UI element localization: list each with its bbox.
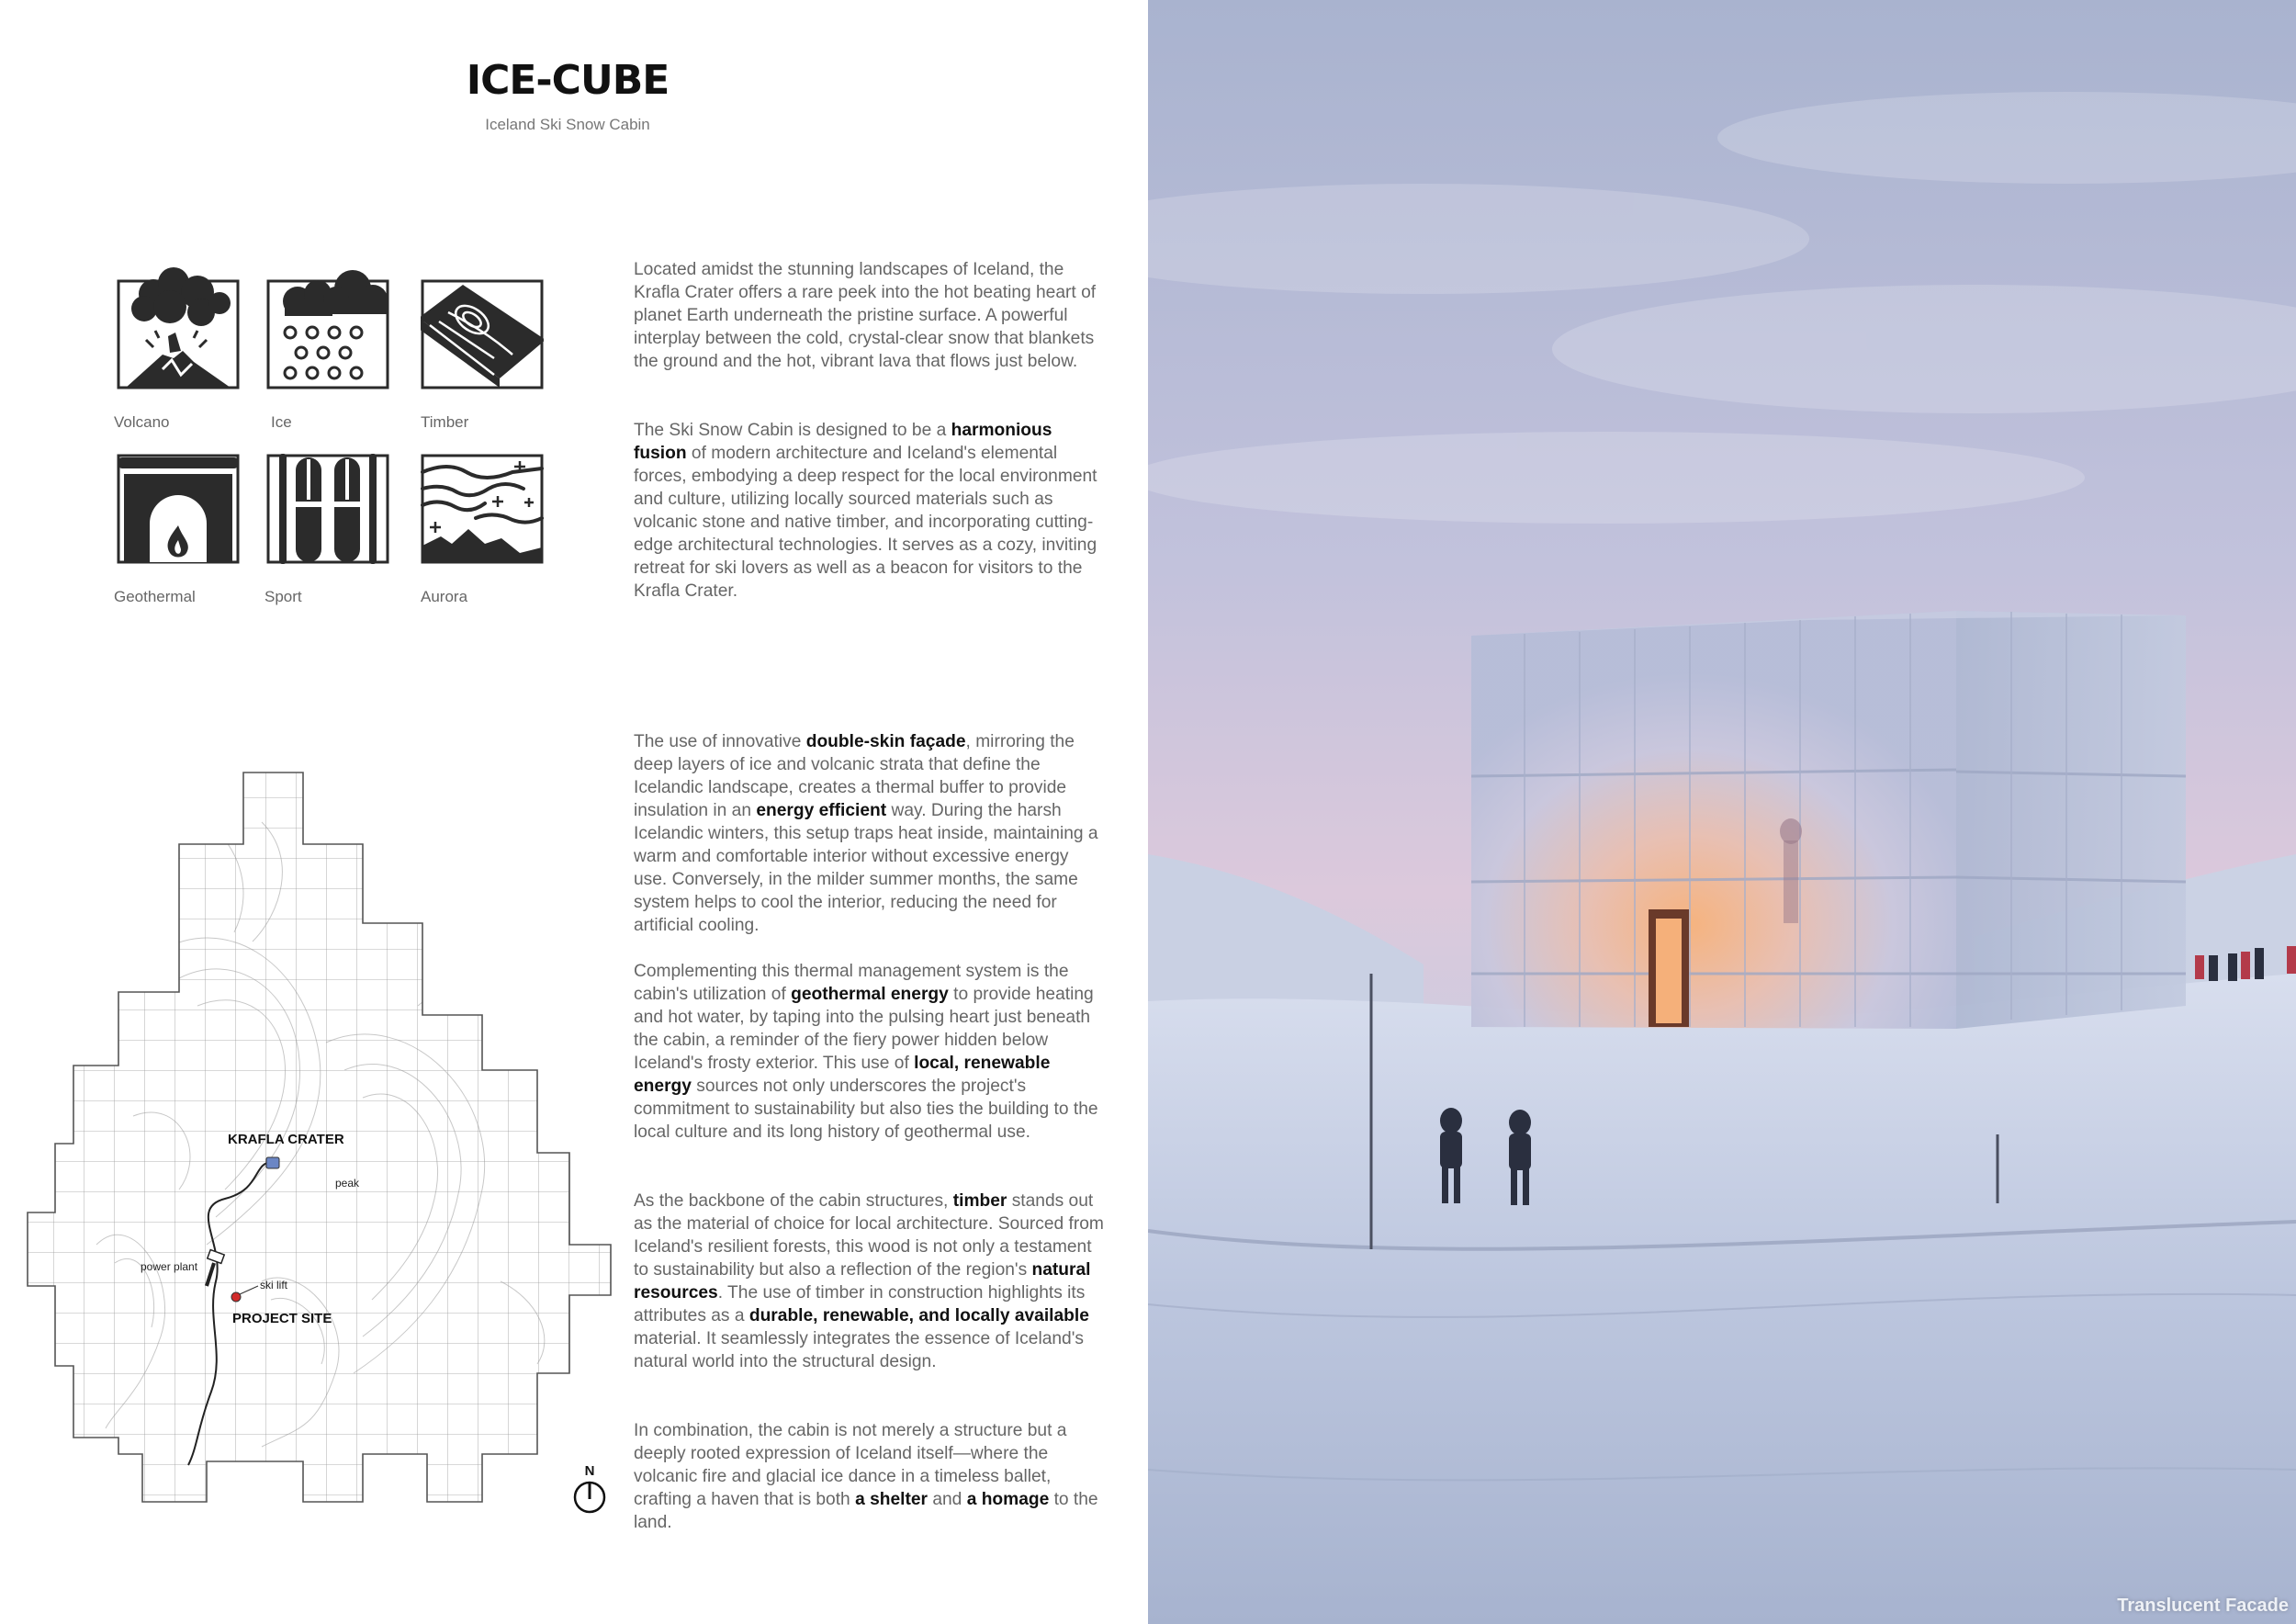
bold-run: a homage	[966, 1490, 1050, 1509]
power-plant-label: power plant	[141, 1260, 198, 1273]
render-caption: Translucent Facade	[2117, 1596, 2289, 1616]
paragraph-geothermal	[634, 960, 1107, 1144]
bold-run: geothermal energy	[791, 985, 949, 1004]
ski-lift-label: ski lift	[260, 1279, 287, 1291]
paragraph-concept	[634, 419, 1107, 603]
text-run: In combination, the cabin is not merely a structure but a deeply rooted expression of Iceland itself—where the volcanic fire and glacial ice dance in a timeless ballet, crafting a haven that is both	[634, 1421, 1067, 1509]
page-title: ICE-CUBE	[466, 57, 670, 104]
icon-aurora	[421, 441, 544, 605]
page-subtitle: Iceland Ski Snow Cabin	[485, 116, 650, 133]
icon-volcano	[114, 266, 240, 431]
icon-sport	[264, 441, 389, 605]
text-run: , mirroring the deep layers of ice and volcanic strata that define the Icelandic landscape, creates a thermal buffer to provide insulation in an	[634, 732, 1075, 820]
paragraph-intro-text: Located amidst the stunning landscapes of Iceland, the Krafla Crater offers a rare peek into the hot beating heart of planet Earth underneath the pristine surface. A powerful interplay between the cold, crystal-clear snow that blankets the ground and the hot, vibrant lava that flows just below.	[634, 260, 1097, 371]
bold-run: timber	[952, 1191, 1007, 1211]
fireplace-icon	[117, 441, 240, 564]
bold-run: natural resources	[634, 1260, 1091, 1303]
aurora-icon	[421, 441, 544, 564]
text-run: and	[928, 1490, 967, 1509]
snow-cloud-icon	[266, 266, 389, 389]
bold-run: double-skin façade	[805, 732, 966, 751]
icon-label-geothermal: Geothermal	[114, 588, 196, 605]
text-run: material. It seamlessly integrates the essence of Iceland's natural world into the structural design.	[634, 1329, 1084, 1371]
bold-run: a shelter	[855, 1490, 928, 1509]
bold-run: harmonious fusion	[634, 421, 1052, 463]
paragraph-timber	[634, 1190, 1107, 1373]
icon-geothermal	[114, 441, 240, 605]
bold-run: local, renewable energy	[634, 1054, 1051, 1096]
paragraph-conclusion	[634, 1419, 1107, 1534]
icon-label-sport: Sport	[264, 588, 302, 605]
icon-ice	[266, 266, 389, 431]
bold-run: energy efficient	[756, 801, 887, 820]
icon-label-ice: Ice	[271, 413, 292, 431]
text-run: way. During the harsh Icelandic winters, this setup traps heat inside, maintaining a warm and comfortable interior without excessive energy use. Conversely, in the milder summer months, the same system helps to cool the interior, reducing the need for artificial cooling.	[634, 801, 1098, 935]
text-run: Complementing this thermal management system is the cabin's utilization of	[634, 962, 1069, 1004]
text-run: to the land.	[634, 1490, 1098, 1532]
text-run: of modern architecture and Iceland's elemental forces, embodying a deep respect for the local environment and culture, utilizing locally sourced materials such as volcanic stone and native timber, and incorporating cutting-edge architectural technologies. It serves as a cozy, inviting retreat for ski lovers as well as a beacon for visitors to the Krafla Crater.	[634, 444, 1097, 601]
north-label: N	[584, 1463, 595, 1479]
text-run: . The use of timber in construction highlights its attributes as a	[634, 1283, 1086, 1325]
text-run: As the backbone of the cabin structures,	[634, 1191, 953, 1211]
text-run: The Ski Snow Cabin is designed to be a	[634, 421, 951, 440]
site-map	[23, 767, 615, 1520]
paragraph-intro	[634, 258, 1107, 373]
icon-label-timber: Timber	[421, 413, 469, 431]
icon-label-aurora: Aurora	[421, 588, 468, 605]
text-run: to provide heating and hot water, by taping into the pulsing heart just beneath the cabin, a reminder of the fiery power hidden below Iceland's frosty exterior. This use of	[634, 985, 1094, 1073]
icon-label-volcano: Volcano	[114, 413, 170, 431]
bold-run: durable, renewable, and locally available	[748, 1306, 1089, 1325]
peak-label: peak	[335, 1177, 360, 1190]
render-panel	[1148, 0, 2296, 1624]
icon-timber	[421, 266, 544, 431]
text-run: stands out as the material of choice for local architecture. Sourced from Iceland's resilient forests, this wood is not only a testament to sustainability but also a reflection of the region's	[634, 1191, 1104, 1280]
paragraph-facade	[634, 730, 1107, 937]
north-arrow-icon	[571, 1479, 608, 1516]
project-site-label: PROJECT SITE	[232, 1311, 332, 1326]
text-run: The use of innovative	[634, 732, 806, 751]
krafla-crater-label: KRAFLA CRATER	[228, 1132, 344, 1147]
cabin-render-image	[1148, 0, 2296, 1624]
north-arrow	[571, 1463, 608, 1518]
text-run: sources not only underscores the project's commitment to sustainability but also ties the building to the local culture and its long history of geothermal use.	[634, 1077, 1098, 1142]
skis-icon	[266, 441, 389, 564]
timber-log-icon	[421, 266, 544, 389]
volcano-icon	[117, 266, 240, 389]
